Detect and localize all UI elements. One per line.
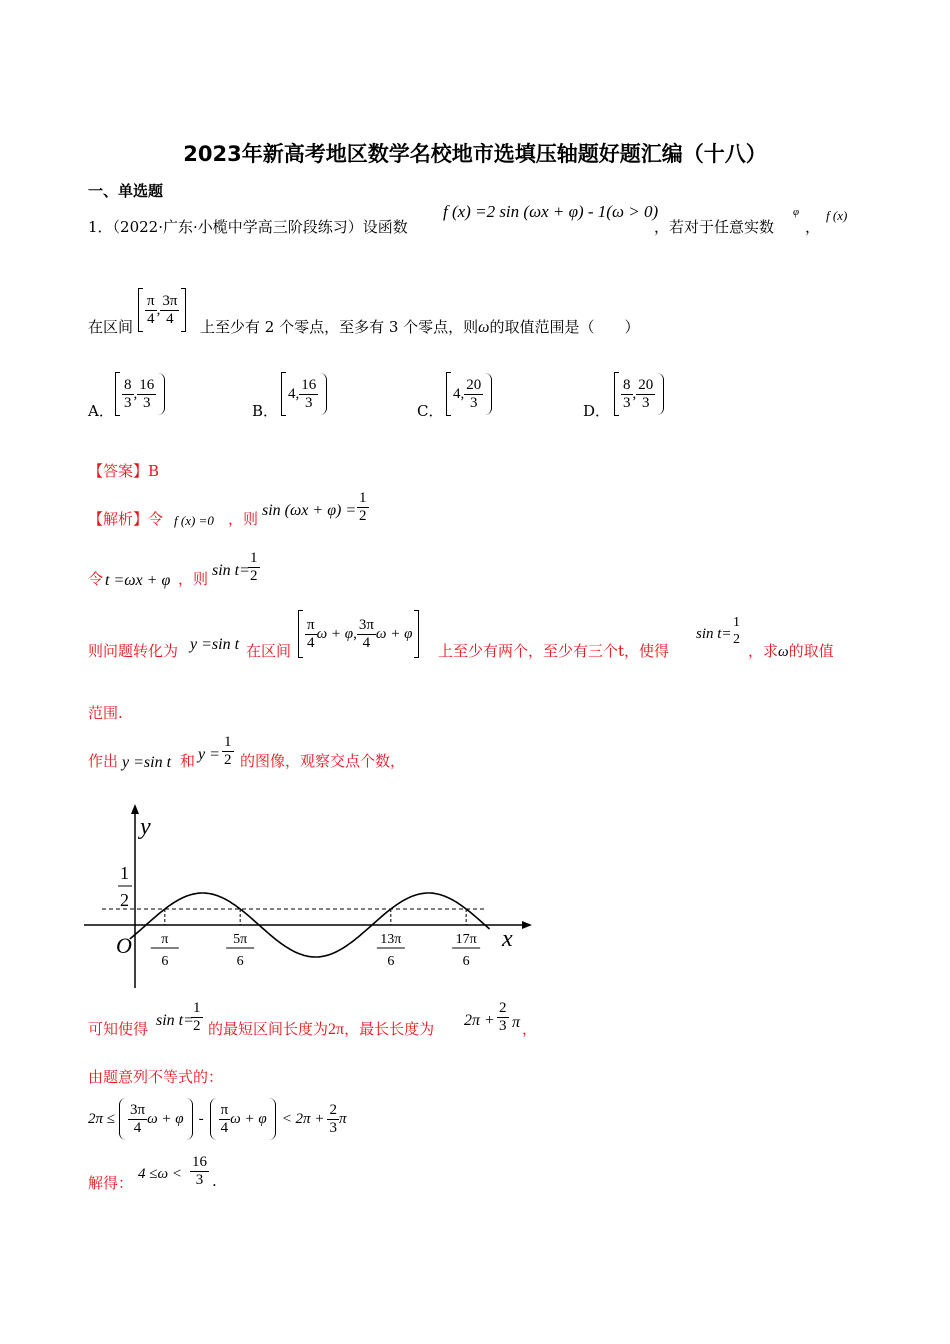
solution-l3-math: y =sin t (190, 636, 240, 653)
l3-int-b-num: 3π (358, 616, 374, 633)
solution-l2-b: ，则 (178, 570, 209, 588)
l3-f-text: 的取值 (788, 642, 834, 660)
l3-omega: ω (778, 644, 789, 660)
tick-label-num: 17π (455, 932, 477, 947)
solution-l1-a: 令 (148, 510, 164, 528)
solution-l6-pi: π (512, 1014, 521, 1031)
solution-l3-interval: $\frac{\pi}{4}$ ω + φ , $\frac{3\pi}{4}$ ω + φ (298, 610, 419, 658)
y-axis-arrow (131, 804, 139, 814)
question-line-1 (88, 216, 408, 237)
l9-num: 16 (192, 1154, 207, 1170)
ineq-b-den: 4 (220, 1119, 229, 1136)
origin-label: O (116, 933, 132, 958)
option-c-b-num: 20 (466, 376, 482, 393)
solution-label: 【解析】 (88, 510, 149, 528)
question-function: f (x) =2 sin (ωx + φ) - 1(ω > 0) (443, 202, 659, 221)
l3-d-text: ，使得 (624, 642, 670, 660)
option-a-b-den: 3 (143, 394, 151, 411)
solution-l3-c (438, 640, 669, 661)
l3-e-text: ，求 (748, 642, 779, 660)
l3-half-num: 1 (733, 615, 740, 630)
l9-den: 3 (195, 1172, 204, 1188)
question-line-2-suffix (200, 316, 639, 337)
option-a[interactable]: A． $\frac{8}{3}$ , $\frac{16}{3}$ (88, 372, 114, 393)
solution-l1-frac (357, 490, 369, 525)
solution-l6-b (208, 1018, 434, 1039)
option-c-a: 4, (453, 385, 465, 402)
option-a-b-num: 16 (139, 376, 155, 393)
l6-2pi: 2π (328, 1021, 345, 1038)
option-b-a: 4, (288, 385, 300, 402)
solution-l3-e (748, 640, 834, 661)
ineq-b-tail: ω + φ (230, 1110, 267, 1127)
solution-l3-a: 则问题转化为 (88, 642, 179, 660)
omega-symbol: ω (478, 319, 490, 336)
solution-l6-math2: 2π + (464, 1012, 495, 1029)
l6-c-text: ，最长长度为 (344, 1020, 435, 1038)
ineq-right: < 2π + (281, 1110, 325, 1127)
question-after-func-text: ，若对于任意实数 (654, 218, 775, 236)
solution-l1-math2: sin (ωx + φ) = (262, 502, 357, 519)
question-interval: $\frac{\pi}{4}$ , $\frac{3\pi}{4}$ (138, 288, 186, 332)
ineq-a-num: 3π (130, 1101, 146, 1118)
page-title: 2023年新高考地区数学名校地市选填压轴题好题汇编（十八） (183, 142, 767, 166)
fx-symbol: f (x) (826, 208, 848, 223)
solution-l3-b: 在区间 (246, 642, 292, 660)
l6-b-text: 的最短区间长度为 (208, 1020, 329, 1038)
ineq-a-den: 4 (133, 1119, 142, 1136)
solution-l5-math2: y = (198, 746, 220, 763)
l3-int-a-den: 4 (307, 634, 315, 651)
solution-l2-frac (248, 550, 260, 585)
l6-three: 3 (499, 1018, 507, 1034)
solution-l4: 范围. (88, 704, 123, 722)
tick-label-num: 5π (233, 932, 248, 947)
tick-label-den: 6 (387, 954, 395, 969)
l6-half-den: 2 (193, 1018, 201, 1034)
l3-half-den: 2 (733, 632, 740, 647)
solution-l6-frac2 (497, 1000, 509, 1035)
option-c-label: C． (417, 402, 444, 420)
answer (88, 460, 159, 481)
inequality (88, 1098, 346, 1140)
option-b-label: B． (252, 402, 279, 420)
solution-l3-frac (731, 614, 742, 648)
solution-l6-math: sin t= (156, 1012, 194, 1029)
half-num: 1 (359, 490, 367, 506)
solution-l3-math2: sin t= (696, 626, 732, 642)
solution-l6-d: ， (522, 1020, 538, 1038)
option-a-label: A． (88, 402, 114, 420)
solution-l9-frac (190, 1154, 209, 1189)
answer-value: B (148, 462, 160, 480)
solution-l5-frac (222, 734, 234, 769)
half-den-label: 2 (120, 890, 129, 910)
interval-a-num: π (147, 292, 155, 309)
half-den: 2 (359, 508, 367, 524)
option-d-b-num: 20 (638, 376, 654, 393)
question-after-func (654, 216, 774, 237)
solution-l6-a: 可知使得 (88, 1020, 149, 1038)
question-line-2-end: 的取值范围是（ ） (489, 318, 640, 336)
option-d-a-num: 8 (623, 376, 631, 393)
l2-half-num: 1 (250, 550, 258, 566)
l3-c-text: 上至少有两个，至少有三个 (438, 642, 619, 660)
question-number: 1． (88, 218, 113, 236)
interval-b-num: 3π (162, 292, 178, 309)
ineq-mid: - (198, 1110, 204, 1127)
solution-l6-frac (191, 1000, 203, 1035)
solution-l5-a: 作出 (88, 752, 119, 770)
solution-l2-a: 令 (88, 570, 104, 588)
answer-label: 【答案】 (88, 462, 149, 480)
solution-l7: 由题意列不等式的： (88, 1068, 224, 1086)
solution-l5-b: 和 (180, 752, 196, 770)
tick-label-den: 6 (462, 954, 470, 969)
ineq-a-tail: ω + φ (147, 1110, 184, 1127)
solution-l9-math: 4 ≤ω < (138, 1166, 182, 1182)
option-d[interactable]: D． $\frac{8}{3}$ , $\frac{20}{3}$ (583, 372, 610, 393)
question-line-2-suffix-text: 上至少有 2 个零点，至多有 3 个零点，则 (200, 318, 479, 336)
x-axis-arrow (522, 921, 532, 929)
option-d-label: D． (583, 402, 611, 420)
ineq-b-num: π (220, 1101, 229, 1118)
question-source: （2022·广东·小榄中学高三阶段练习）设函数 (112, 218, 408, 236)
ineq-left: 2π ≤ (88, 1110, 115, 1127)
l3-int-b-tail: ω + φ (375, 625, 413, 642)
tick-label-den: 6 (236, 954, 244, 969)
option-b-b-num: 16 (301, 376, 317, 393)
option-b[interactable] (252, 372, 317, 420)
l6-two: 2 (499, 1000, 507, 1016)
tick-label-num: 13π (380, 932, 402, 947)
option-c[interactable] (417, 372, 482, 420)
option-d-a-den: 3 (623, 394, 631, 411)
option-d-b-den: 3 (642, 394, 650, 411)
l6-half-num: 1 (193, 1000, 201, 1016)
y-label: y (140, 814, 151, 840)
solution-l5-c: 的图像，观察交点个数， (240, 752, 406, 770)
section-heading: 一、单选题 (88, 182, 164, 200)
solution-l1-b: ，则 (228, 510, 259, 528)
l2-half-den: 2 (250, 568, 258, 584)
option-a-a-den: 3 (124, 394, 132, 411)
solution-l9-end: . (212, 1172, 217, 1190)
sine-graph (84, 800, 544, 990)
ineq-pi: π (338, 1110, 347, 1127)
l5-half-num: 1 (224, 734, 232, 750)
option-c-b-den: 3 (470, 394, 478, 411)
l3-int-b-den: 4 (362, 634, 371, 651)
solution-line-1 (88, 508, 163, 529)
l3-t: t (618, 642, 625, 660)
comma: ， (805, 218, 821, 236)
x-ticks (151, 909, 480, 969)
solution-l5-math: y =sin t (122, 754, 172, 771)
ineq-two: 2 (329, 1101, 337, 1118)
option-b-b-den: 3 (305, 394, 313, 411)
half-num-label: 1 (120, 863, 129, 883)
option-a-a-num: 8 (124, 376, 132, 393)
solution-l9-a: 解得： (88, 1174, 134, 1192)
ineq-three: 3 (329, 1119, 337, 1136)
tick-label-num: π (161, 932, 169, 947)
solution-l1-math: f (x) =0 (174, 513, 214, 528)
solution-l2-math: t =ωx + φ (105, 572, 171, 589)
l3-int-a-tail: ω + φ (316, 625, 354, 642)
l3-int-a-num: π (307, 616, 315, 633)
solution-l2-math2: sin t= (212, 562, 250, 579)
x-label: x (502, 926, 513, 952)
question-line-2-prefix: 在区间 (88, 318, 134, 336)
tick-label-den: 6 (161, 954, 169, 969)
interval-a-den: 4 (147, 310, 155, 327)
phi-symbol: φ (793, 206, 800, 218)
interval-b-den: 4 (166, 310, 174, 327)
l5-half-den: 2 (224, 752, 232, 768)
